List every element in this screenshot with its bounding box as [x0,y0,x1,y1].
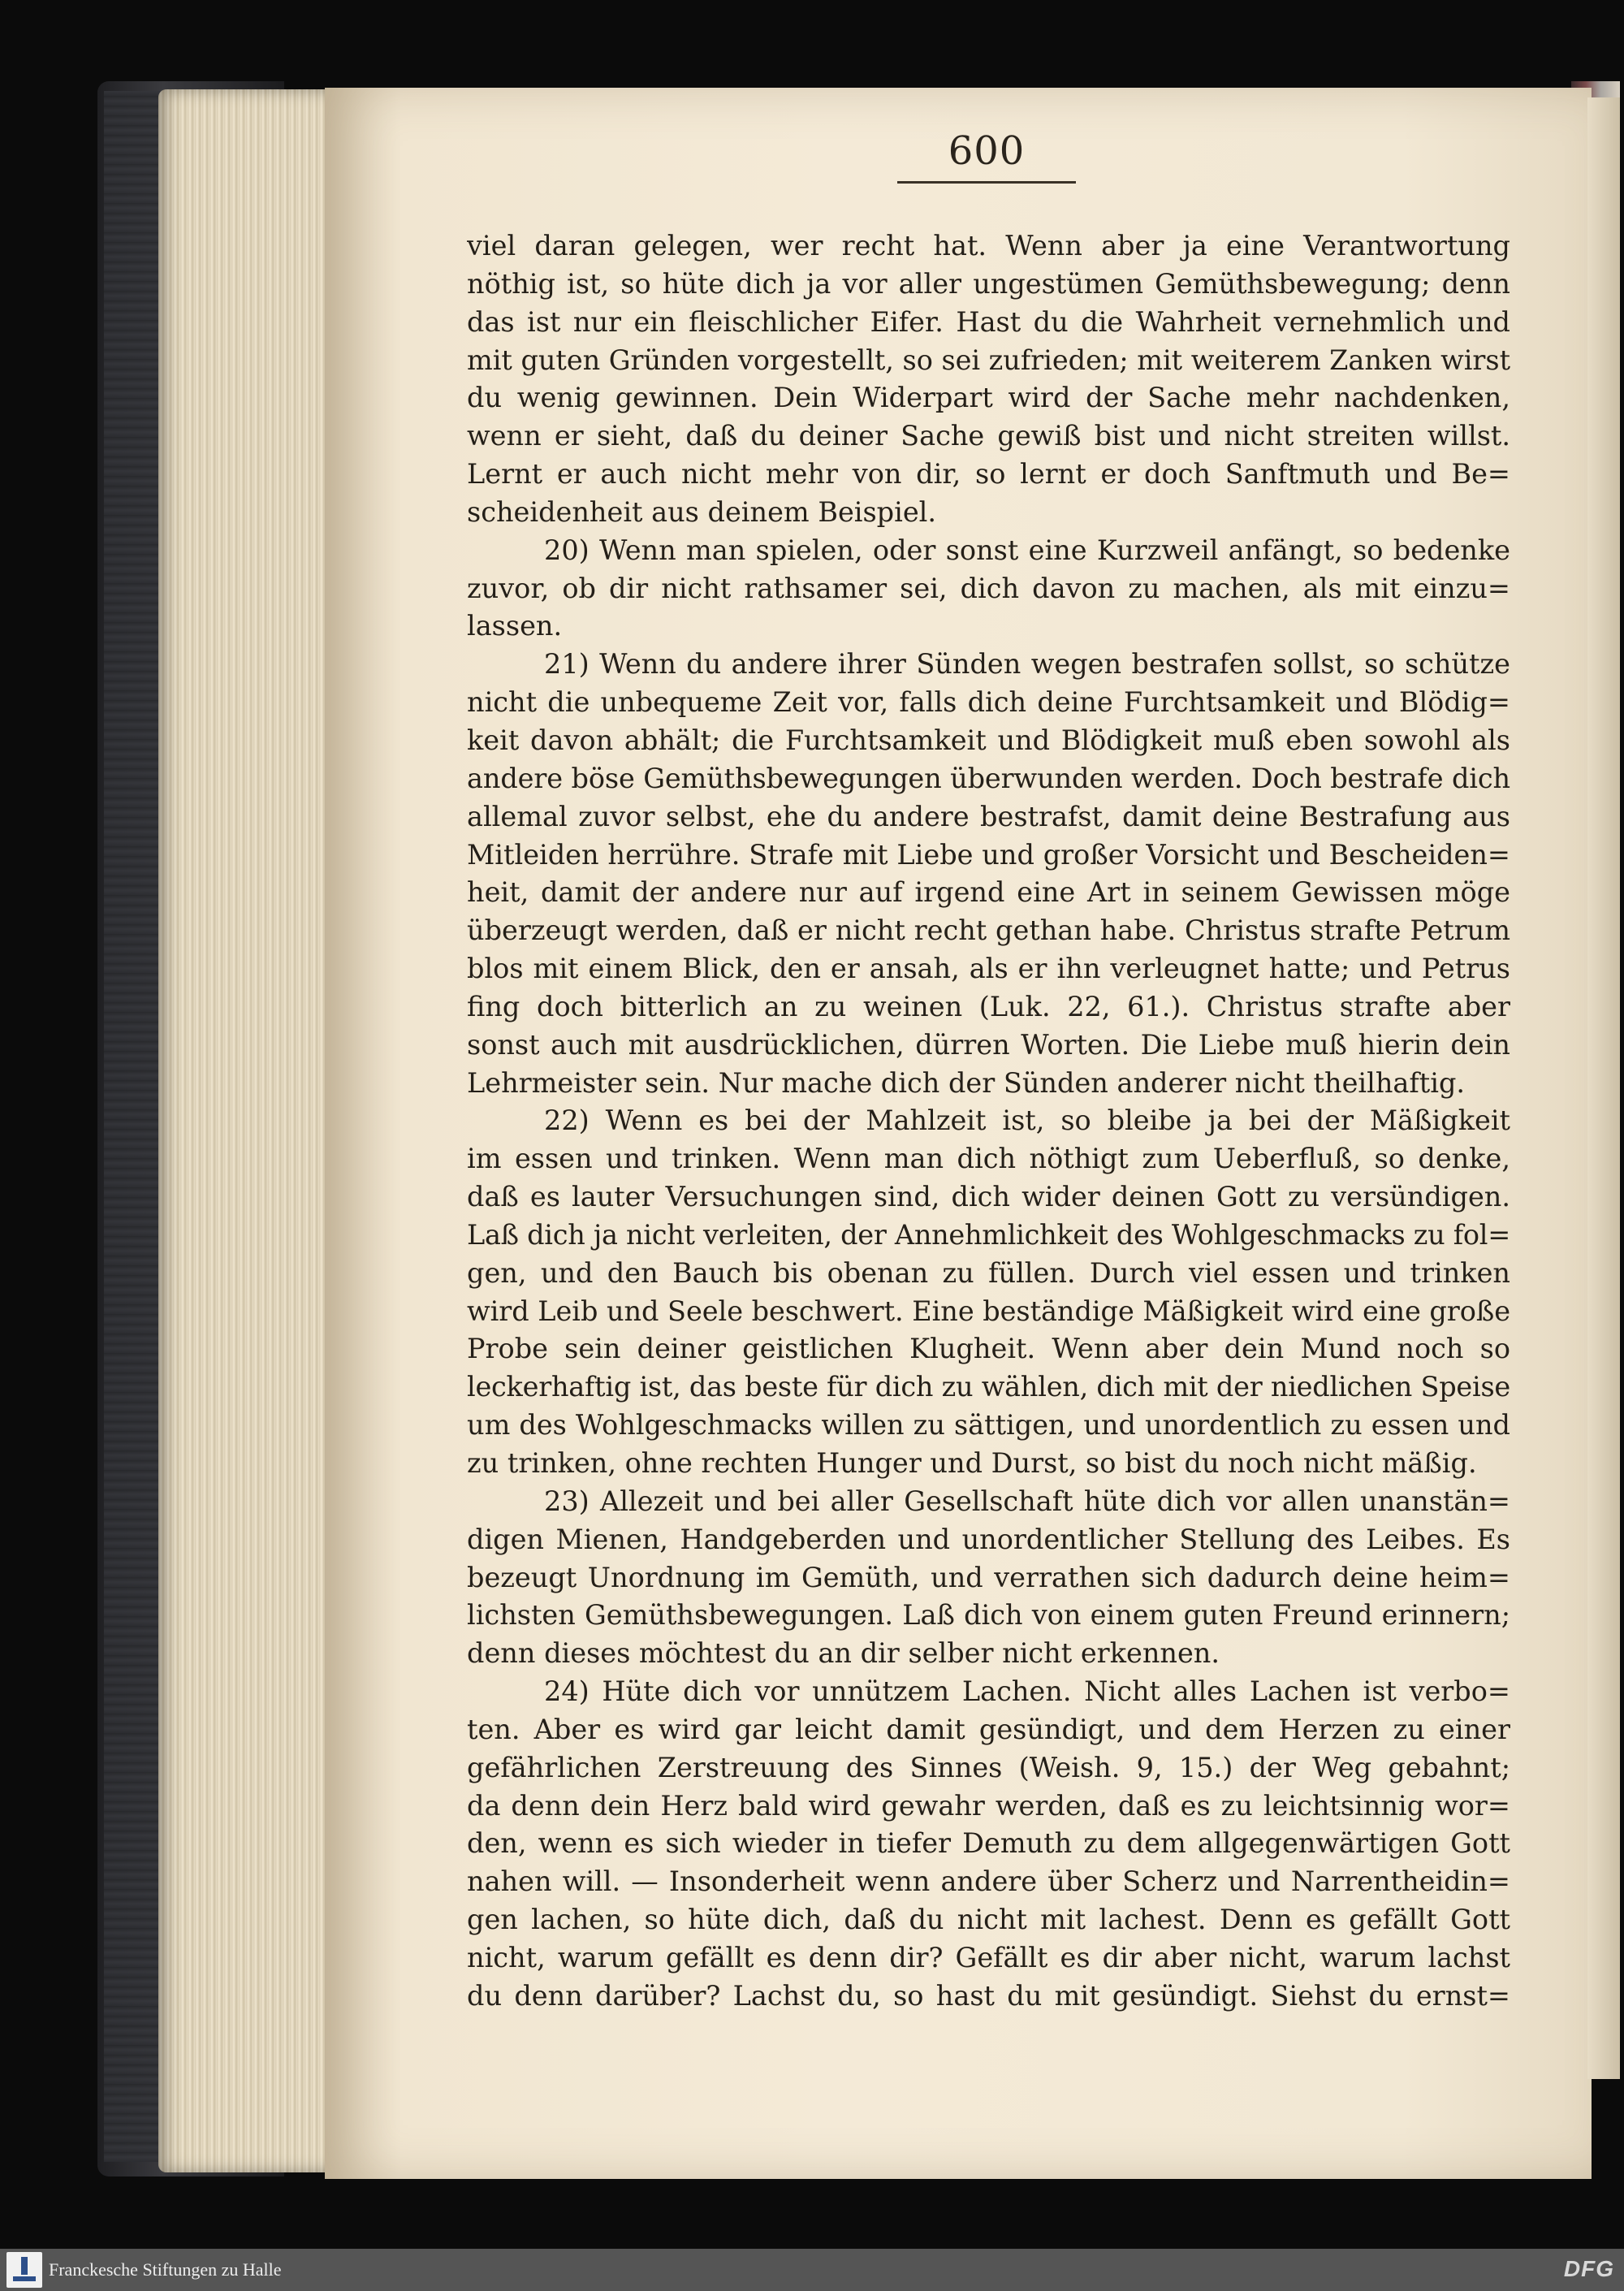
text-line: wenn er sieht, daß du deiner Sache gewiß bist und nicht streiten willst. [467,420,1510,452]
text-line: bezeugt Unordnung im Gemüth, und verrathen sich dadurch deine heim= [467,1561,1510,1593]
text-line: Laß dich ja nicht verleiten, der Annehmlichkeit des Wohlgeschmacks zu fol= [467,1218,1510,1251]
text-line: 23) Allezeit und bei aller Gesellschaft hüte dich vor allen unanstän= [544,1485,1510,1517]
text-line: zuvor, ob dir nicht rathsamer sei, dich davon zu machen, als mit einzu= [467,572,1510,604]
text-line: sonst auch mit ausdrücklichen, dürren Worten. Die Liebe muß hierin dein [467,1028,1510,1061]
text-line: 22) Wenn es bei der Mahlzeit ist, so bleibe ja bei der Mäßigkeit [544,1104,1510,1137]
institution-logo-icon [6,2252,42,2288]
text-line: ten. Aber es wird gar leicht damit gesündigt, und dem Herzen zu einer [467,1713,1510,1745]
page-number-rule [897,181,1076,184]
text-line: du denn darüber? Lachst du, so hast du mit gesündigt. Siehst du ernst= [467,1979,1510,2012]
text-line: um des Wohlgeschmacks willen zu sättigen, und unordentlich zu essen und [467,1409,1510,1442]
text-line: überzeugt werden, daß er nicht recht gethan habe. Christus strafte Petrum [467,914,1510,947]
dfg-logo: DFG [1563,2256,1614,2281]
text-line: gen lachen, so hüte dich, daß du nicht mit lachest. Denn es gefällt Gott [467,1904,1510,1936]
text-line: leckerhaftig ist, das beste für dich zu wählen, dich mit der niedlichen Speise [467,1371,1510,1403]
text-line: denn dieses möchtest du an dir selber nicht erkennen. [467,1637,1220,1670]
text-line: nicht, warum gefällt es denn dir? Gefällt es dir aber nicht, warum lachst [467,1941,1510,1973]
text-line: 20) Wenn man spielen, oder sonst eine Kurzweil anfängt, so bedenke [544,534,1510,566]
text-line: da denn dein Herz bald wird gewahr werden, daß es zu leichtsinnig wor= [467,1789,1510,1822]
text-line: gen, und den Bauch bis obenan zu füllen. Durch viel essen und trinken [467,1256,1510,1289]
text-line: daß es lauter Versuchungen sind, dich wider deinen Gott zu versündigen. [467,1181,1510,1213]
page-stack-edge [158,89,341,2172]
text-line: Mitleiden herrühre. Strafe mit Liebe und großer Vorsicht und Bescheiden= [467,838,1510,871]
text-line: scheidenheit aus deinem Beispiel. [467,495,937,528]
text-line: zu trinken, ohne rechten Hunger und Durst, so bist du noch nicht mäßig. [467,1447,1477,1479]
text-line: heit, damit der andere nur auf irgend eine Art in seinem Gewissen möge [467,876,1510,909]
text-line: 21) Wenn du andere ihrer Sünden wegen bestrafen sollst, so schütze [544,648,1510,681]
text-line: viel daran gelegen, wer recht hat. Wenn aber ja eine Verantwortung [467,230,1510,262]
text-line: nahen will. — Insonderheit wenn andere über Scherz und Narrentheidin= [467,1865,1510,1898]
text-line: nicht die unbequeme Zeit vor, falls dich deine Furchtsamkeit und Blödig= [467,686,1510,719]
text-line: andere böse Gemüthsbewegungen überwunden werden. Doch bestrafe dich [467,762,1510,794]
text-line: Lehrmeister sein. Nur mache dich der Sünden anderer nicht theilhaftig. [467,1066,1466,1099]
text-line: das ist nur ein fleischlicher Eifer. Hast du die Wahrheit vernehmlich und [467,305,1510,338]
page-text [467,227,1510,2016]
text-line: im essen und trinken. Wenn man dich nöthigt zum Ueberfluß, so denke, [467,1143,1510,1175]
text-line: du wenig gewinnen. Dein Widerpart wird der Sache mehr nachdenken, [467,382,1510,414]
text-line: fing doch bitterlich an zu weinen (Luk. 22, 61.). Christus strafte aber [467,990,1510,1022]
page-number: 600 [948,128,1026,174]
text-line: 24) Hüte dich vor unnützem Lachen. Nicht alles Lachen ist verbo= [544,1675,1510,1708]
page-right-edge [1587,97,1620,2079]
text-line: lassen. [467,610,563,642]
text-line: Lernt er auch nicht mehr von dir, so lernt er doch Sanftmuth und Be= [467,458,1510,491]
text-line: digen Mienen, Handgeberden und unordentlicher Stellung des Leibes. Es [467,1523,1510,1555]
text-line: allemal zuvor selbst, ehe du andere bestrafst, damit deine Bestrafung aus [467,800,1510,832]
text-line: den, wenn es sich wieder in tiefer Demuth zu dem allgegenwärtigen Gott [467,1827,1510,1860]
text-line: gefährlichen Zerstreuung des Sinnes (Weish. 9, 15.) der Weg gebahnt; [467,1751,1510,1783]
text-line: keit davon abhält; die Furchtsamkeit und Blödigkeit muß eben sowohl als [467,724,1510,756]
institution-name: Franckesche Stiftungen zu Halle [49,2259,282,2280]
text-line: Probe sein deiner geistlichen Klugheit. Wenn aber dein Mund noch so [467,1333,1510,1365]
text-line: blos mit einem Blick, den er ansah, als er ihn verleugnet hatte; und Petrus [467,953,1510,985]
text-line: wird Leib und Seele beschwert. Eine beständige Mäßigkeit wird eine große [467,1295,1510,1327]
text-line: nöthig ist, so hüte dich ja vor aller ungestümen Gemüthsbewegung; denn [467,267,1510,300]
text-line: mit guten Gründen vorgestellt, so sei zufrieden; mit weiterem Zanken wirst [467,344,1510,376]
text-line: lichsten Gemüthsbewegungen. Laß dich von einem guten Freund erinnern; [467,1599,1510,1632]
